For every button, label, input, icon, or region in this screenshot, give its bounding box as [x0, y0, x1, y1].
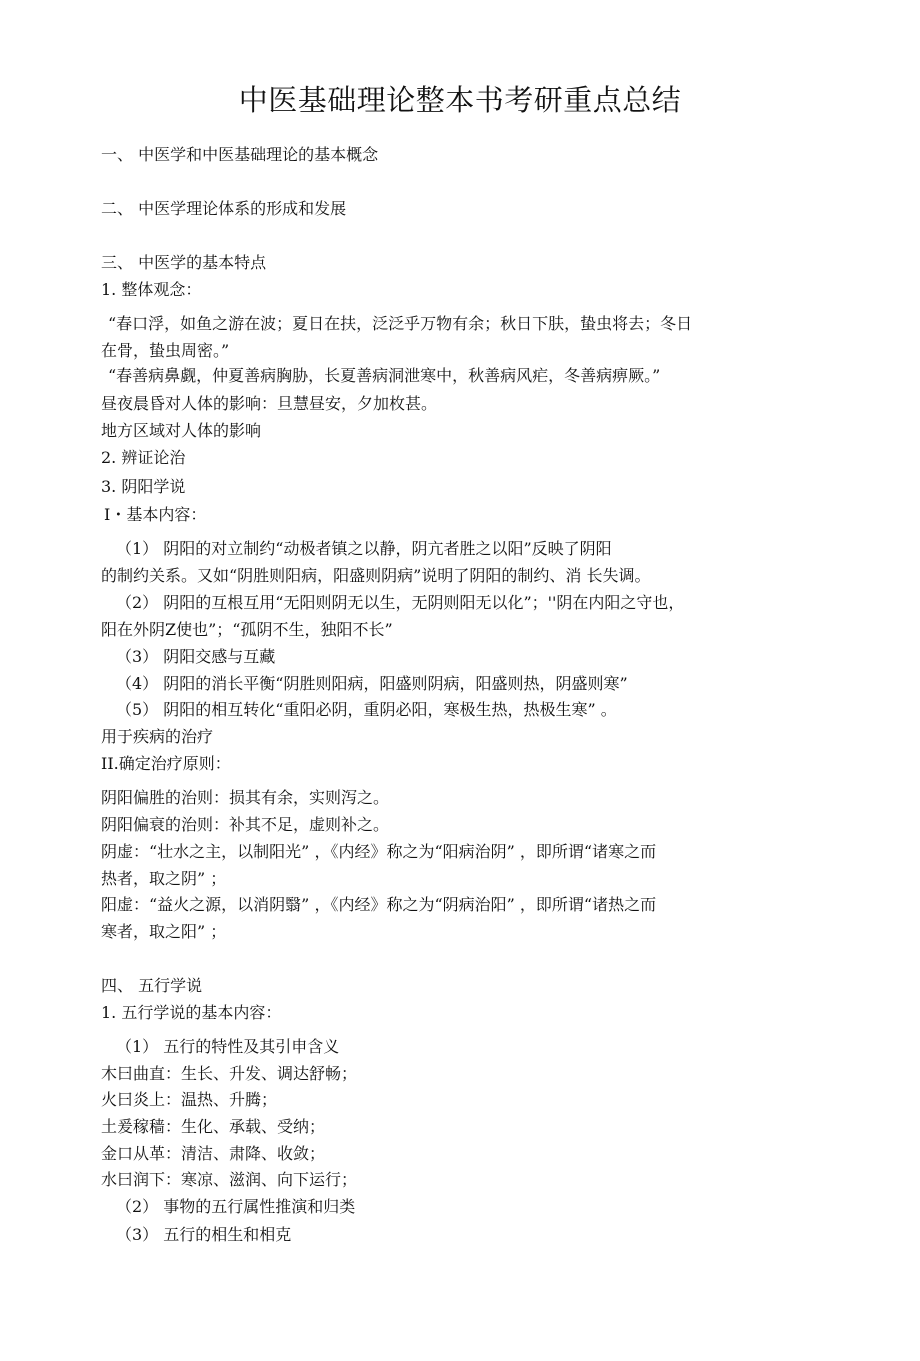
list-item-2: （2） 阴阳的互根互用“无阳则阴无以生，无阴则阳无以化”；''阴在内阳之守也， — [116, 593, 685, 612]
paragraph-line: 火曰炎上：温热、升腾； — [101, 1090, 278, 1109]
paragraph-line: 的制约关系。又如“阴胜则阳病，阳盛则阴病”说明了阴阳的制约、消 长失调。 — [101, 566, 651, 585]
section-heading-3: 三、 中医学的基本特点 — [101, 253, 267, 272]
list-item-4: （4） 阴阳的消长平衡“阴胜则阳病，阳盛则阴病，阳盛则热，阴盛则寒” — [116, 674, 628, 693]
list-item-2: （2） 事物的五行属性推演和归类 — [116, 1197, 356, 1216]
subheading-five-phases-content: 1. 五行学说的基本内容： — [101, 1003, 282, 1022]
paragraph-line: 用于疾病的治疗 — [101, 727, 214, 746]
paragraph-line: 昼夜晨昏对人体的影响：旦慧昼安，夕加枚甚。 — [101, 394, 438, 413]
list-item-3: （3） 阴阳交感与互藏 — [116, 647, 276, 666]
section-heading-1: 一、 中医学和中医基础理论的基本概念 — [101, 145, 379, 164]
subheading-yinyang: 3. 阴阳学说 — [101, 477, 186, 496]
list-item-1: （1） 五行的特性及其引申含义 — [116, 1037, 340, 1056]
paragraph-line: 寒者，取之阳” ； — [101, 922, 227, 941]
paragraph-line: 在骨，蛰虫周密。” — [101, 341, 230, 360]
paragraph-line: 阴阳偏胜的治则：损其有余，实则泻之。 — [101, 788, 390, 807]
paragraph-line: 阴阳偏衰的治则：补其不足，虚则补之。 — [101, 815, 390, 834]
list-item-1: （1） 阴阳的对立制约“动极者镇之以静，阴亢者胜之以阳”反映了阴阳 — [116, 539, 612, 558]
paragraph-line: “春善病鼻觑，仲夏善病胸胁，长夏善病洞泄寒中，秋善病风疟，冬善病痹厥。” — [108, 366, 661, 385]
paragraph-line: 热者，取之阴” ； — [101, 869, 227, 888]
section-heading-2: 二、 中医学理论体系的形成和发展 — [101, 199, 347, 218]
paragraph-line: 木曰曲直：生长、升发、调达舒畅； — [101, 1064, 358, 1083]
paragraph-line: 阳虚：“益火之源，以消阴翳” ，《内经》称之为“阴病治阳” ，即所谓“诸热之而 — [101, 895, 657, 914]
paragraph-line: 地方区域对人体的影响 — [101, 421, 262, 440]
subheading-basic-content: Ⅰ・基本内容： — [104, 505, 207, 524]
subheading-syndrome: 2. 辨证论治 — [101, 448, 186, 467]
subheading-holism: 1. 整体观念： — [101, 280, 202, 299]
list-item-5: （5） 阴阳的相互转化“重阳必阴，重阴必阳，寒极生热，热极生寒” 。 — [116, 700, 617, 719]
document-title: 中医基础理论整本书考研重点总结 — [238, 83, 682, 117]
paragraph-line: “春口浮，如鱼之游在波；夏日在扶，泛泛乎万物有余；秋日下肤，蛰虫将去；冬日 — [108, 314, 693, 333]
paragraph-line: 土爰稼穑：生化、承载、受纳； — [101, 1117, 326, 1136]
list-item-3: （3） 五行的相生和相克 — [116, 1225, 292, 1244]
paragraph-line: 阴虚：“壮水之主，以制阳光” ，《内经》称之为“阳病治阴” ，即所谓“诸寒之而 — [101, 842, 657, 861]
paragraph-line: 水曰润下：寒凉、滋润、向下运行； — [101, 1170, 358, 1189]
section-heading-4: 四、 五行学说 — [101, 976, 203, 995]
paragraph-line: 阳在外阴Z使也”；“孤阴不生，独阳不长” — [101, 620, 393, 639]
paragraph-line: 金口从革：清洁、肃降、收敛； — [101, 1144, 326, 1163]
subheading-treatment-principle: II.确定治疗原则： — [101, 754, 231, 773]
